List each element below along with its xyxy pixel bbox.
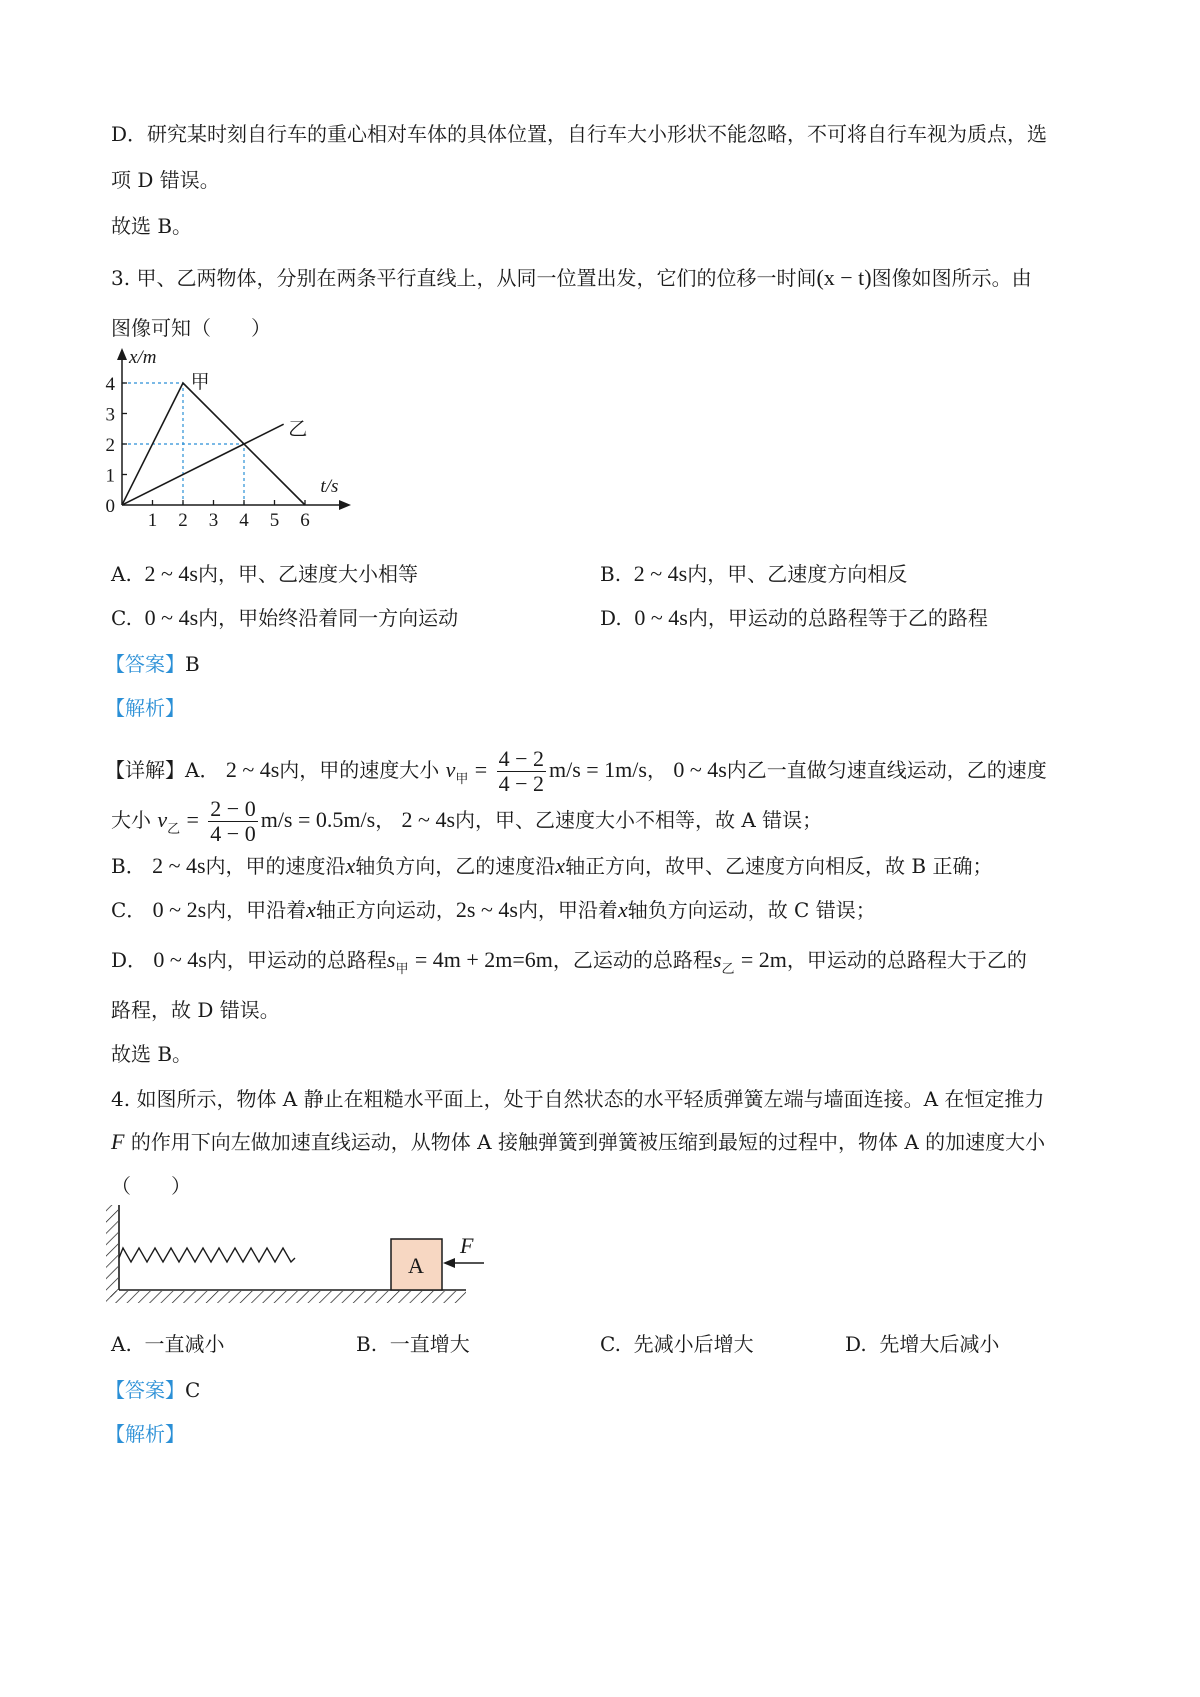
s-jia-symbol: s (386, 947, 396, 972)
q4-option-a-text: 一直减小 (144, 1332, 225, 1356)
fraction-yi-num: 2 − 0 (210, 796, 256, 821)
series-label-jia: 甲 (190, 372, 210, 393)
q3-detail-b (111, 852, 992, 880)
v-jia-subscript: 甲 (455, 772, 469, 787)
x-symbol-2: x (555, 853, 566, 878)
q4-answer-value: C (185, 1378, 201, 1402)
q3-detail-c-text1: 内，甲沿着 (206, 898, 307, 922)
x-tick-label-5: 5 (269, 510, 280, 531)
q3-detail-c (111, 896, 876, 924)
spring-diagram (100, 1205, 520, 1315)
x-symbol-1: x (345, 853, 356, 878)
q3-option-c-key: C. (111, 606, 132, 630)
q3-option-c[interactable] (111, 604, 458, 632)
v-yi-subscript: 乙 (167, 822, 181, 837)
q3-detail-d-text2: ，乙运动的总路程 (552, 948, 713, 972)
q3-conclusion: 故选 B。 (111, 1042, 193, 1066)
y-tick-label-3: 3 (105, 404, 115, 426)
fraction-jia-num: 4 − 2 (498, 746, 544, 771)
q3-detail-a-result1: m/s = 1m/s (548, 757, 647, 782)
q3-option-d[interactable] (600, 604, 988, 632)
q3-detail-d-eq1: = 4m + 2m=6m (414, 947, 553, 972)
q3-stem-b: 图像如图所示。由 (871, 266, 1032, 290)
q4-option-b-key: B. (356, 1332, 378, 1356)
q3-detail-b-text1: 内，甲的速度沿 (205, 854, 346, 878)
q3-detail-c-math2: 2s ~ 4s (455, 897, 518, 922)
q3-option-c-text: 内，甲始终沿着同一方向运动 (198, 606, 459, 630)
y-tick-label-2: 2 (105, 435, 115, 456)
q3-detail-a-math1: 2 ~ 4s (225, 757, 280, 782)
q3-stem-a: 3. 甲、乙两物体，分别在两条平行直线上，从同一位置出发，它们的位移一时间 (111, 266, 817, 290)
x-tick-label-1: 1 (147, 510, 158, 531)
q3-detail-c-prefix: C． (111, 898, 147, 922)
q3-answer-value: B (185, 652, 200, 676)
q3-detail-d-text3: ，甲运动的总路程大于乙的 (786, 948, 1027, 972)
s-jia-subscript: 甲 (395, 962, 409, 977)
q3-detail-a-result2: m/s = 0.5m/s (260, 807, 376, 832)
q4-option-b-text: 一直增大 (389, 1332, 470, 1356)
q4-stem-line1: 4. 如图所示，物体 A 静止在粗糙水平面上，处于自然状态的水平轻质弹簧左端与墙面连接。A 在恒定推力 (111, 1087, 1045, 1111)
y-axis-label: x/m (129, 347, 157, 368)
q3-option-d-text: 内，甲运动的总路程等于乙的路程 (687, 606, 988, 630)
q4-option-a[interactable] (111, 1330, 225, 1358)
fraction-yi (208, 797, 257, 846)
q3-detail-a-prefix: A． (185, 758, 220, 782)
prev-conclusion: 故选 B。 (111, 214, 193, 238)
q4-option-d-key: D. (845, 1332, 867, 1356)
q3-detail-a-text3: 大小 (111, 808, 151, 832)
q4-option-a-key: A. (111, 1332, 132, 1356)
q4-option-b[interactable] (356, 1330, 470, 1358)
q4-option-d-text: 先增大后减小 (879, 1332, 1000, 1356)
q4-option-c-key: C. (600, 1332, 621, 1356)
y-tick-label-4: 4 (105, 374, 115, 395)
q3-option-a-math: 2 ~ 4s (144, 561, 198, 586)
q4-stem-line3: （ ） (111, 1174, 191, 1198)
prev-option-d-line1: D．研究某时刻自行车的重心相对车体的具体位置，自行车大小形状不能忽略，不可将自行车视为质点，选 (111, 122, 1048, 146)
x-tick-label-3: 3 (208, 510, 219, 531)
floor-hatching (106, 1291, 466, 1303)
q3-stem-math-text: (x − t) (816, 265, 872, 290)
q3-option-b-math: 2 ~ 4s (633, 561, 688, 586)
q3-detail-a-line2 (111, 790, 822, 860)
s-yi-subscript: 乙 (721, 962, 735, 977)
q3-detail-b-prefix: B． (111, 854, 146, 878)
x-symbol-3: x (306, 897, 316, 922)
origin-label: 0 (105, 496, 115, 517)
q3-detail-a-text2: 内乙一直做匀速直线运动，乙的速度 (726, 758, 1047, 782)
q4-stem-line2-text: 的作用下向左做加速直线运动，从物体 A 接触弹簧到弹簧被压缩到最短的过程中，物体 A 的加速度大小 (130, 1130, 1046, 1154)
q3-option-b-key: B. (600, 562, 622, 586)
q3-detail-b-math: 2 ~ 4s (152, 853, 206, 878)
q4-stem-force: F (111, 1129, 125, 1154)
v-jia-symbol: v (445, 757, 456, 782)
force-label: F (460, 1233, 474, 1258)
block-a-label: A (408, 1253, 424, 1278)
fraction-yi-den: 4 − 0 (210, 821, 256, 846)
q4-option-c[interactable] (600, 1330, 754, 1358)
eq-sign-2: = (186, 807, 199, 832)
q3-analysis-label: 【解析】 (105, 696, 185, 720)
prev-option-d-line2: 项 D 错误。 (111, 168, 220, 192)
q3-detail-a-text4: 内，甲、乙速度大小不相等，故 A 错误； (455, 808, 823, 832)
s-yi-symbol: s (712, 947, 722, 972)
q3-detail-d-prefix: D． (111, 948, 148, 972)
spring (119, 1248, 295, 1262)
x-axis-arrow (339, 500, 351, 510)
q3-detail-b-text2: 轴负方向，乙的速度沿 (355, 854, 556, 878)
q3-stem-line2: 图像可知（ ） (111, 316, 271, 340)
x-tick-label-6: 6 (300, 510, 310, 531)
v-yi-symbol: v (157, 807, 168, 832)
y-tick-label-1: 1 (105, 465, 115, 487)
x-tick-label-4: 4 (239, 510, 249, 531)
q3-detail-c-text3: 内，甲沿着 (517, 898, 618, 922)
q3-option-d-key: D. (600, 606, 622, 630)
guide-lines (122, 383, 244, 505)
q3-detail-d-eq2: = 2m (740, 947, 787, 972)
axes (117, 348, 351, 510)
q3-detail-a-comma1: ， (646, 758, 667, 782)
q3-stem-line1 (111, 264, 1032, 292)
q3-detail-b-text3: 轴正方向，故甲、乙速度方向相反，故 B 正确； (565, 854, 993, 878)
series-line-2 (122, 424, 284, 505)
q3-option-a-text: 内，甲、乙速度大小相等 (198, 562, 418, 586)
x-axis-label: t/s (320, 476, 339, 497)
q4-option-c-text: 先减小后增大 (633, 1332, 754, 1356)
q3-detail-c-text2: 轴正方向运动， (315, 898, 456, 922)
q3-stem-math (816, 265, 871, 290)
series-label-yi: 乙 (288, 418, 308, 440)
q3-detail-a-comma2: ， (375, 808, 396, 832)
q3-detail-d-text1: 内，甲运动的总路程 (206, 948, 387, 972)
q3-option-d-math: 0 ~ 4s (634, 605, 688, 630)
q3-option-b[interactable] (600, 560, 907, 588)
y-axis-arrow (117, 348, 127, 360)
fraction-jia-den: 4 − 2 (498, 771, 544, 796)
q3-detail-a-math3: 2 ~ 4s (401, 807, 456, 832)
q3-option-c-math: 0 ~ 4s (144, 605, 199, 630)
q3-answer (105, 650, 200, 678)
q3-answer-label: 【答案】 (105, 652, 185, 676)
xt-graph (95, 345, 365, 545)
q4-analysis-label: 【解析】 (105, 1422, 185, 1446)
q4-answer-label: 【答案】 (105, 1378, 185, 1402)
force-arrow-head (443, 1258, 455, 1268)
q4-stem-line2 (111, 1128, 1045, 1156)
q3-detail-d-line2: 路程，故 D 错误。 (111, 998, 280, 1022)
q3-detail-c-text4: 轴负方向运动，故 C 错误； (627, 898, 876, 922)
x-tick-label-2: 2 (178, 510, 188, 531)
eq-sign-1: = (474, 757, 488, 782)
wall-hatching (106, 1205, 118, 1297)
q3-option-b-text: 内，甲、乙速度方向相反 (687, 562, 908, 586)
q3-option-a-key: A. (111, 562, 132, 586)
q3-detail-a-text1: 内，甲的速度大小 (279, 758, 440, 782)
q4-option-d[interactable] (845, 1330, 999, 1358)
q4-answer (105, 1376, 200, 1404)
q3-detail-c-math: 0 ~ 2s (152, 897, 207, 922)
q3-detail-label: 【详解】 (105, 758, 185, 782)
q3-detail-d-line1 (111, 946, 1027, 984)
fraction-jia (497, 747, 546, 796)
q3-option-a[interactable] (111, 560, 418, 588)
x-symbol-4: x (617, 897, 628, 922)
q3-detail-a-math2: 0 ~ 4s (673, 757, 727, 782)
q3-detail-d-math: 0 ~ 4s (153, 947, 207, 972)
